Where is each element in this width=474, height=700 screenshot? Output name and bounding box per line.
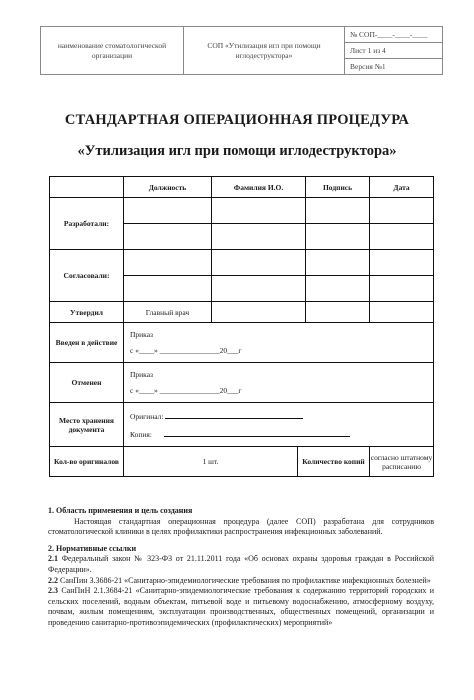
- table-row: [50, 403, 434, 447]
- order-label: Приказ: [130, 370, 154, 379]
- cancelled-order: [124, 363, 434, 403]
- original-label: Оригинал:: [130, 412, 164, 421]
- table-cell[interactable]: [124, 224, 212, 250]
- document-subtitle: «Утилизация игл при помощи иглодеструктора»: [77, 143, 397, 159]
- table-cell[interactable]: [212, 250, 306, 276]
- copy-label: Копия:: [130, 430, 152, 439]
- reference-text: Федеральный закон № 323-ФЗ от 21.11.2011 года «Об основах охраны здоровья граждан в Российской Федерации».: [48, 554, 435, 574]
- order-date[interactable]: с «____» ________________20___г: [130, 386, 242, 395]
- introduced-label: Введен в действие: [50, 323, 124, 363]
- document-body: [48, 506, 434, 629]
- reference-number: 2.3: [48, 586, 58, 596]
- reference-text: СанПиН 2.1.3684-21 «Санитарно-эпидемиологические требования к содержанию территорий городских и сельских поселений, водным объектам, питьевой воде и питьевому водоснабжению, атмосферному воздуху, почвам, жилым помещениям, эксплуатации производственных, общественных помещений, организации и проведению санитарно-противоэпидемических (профилактических) мероприятий»: [48, 586, 434, 627]
- table-cell[interactable]: [370, 198, 434, 224]
- table-cell[interactable]: [370, 276, 434, 302]
- sop-number: № СОП-____-____-____: [345, 27, 443, 43]
- section-1-title: 1. Область применения и цель создания: [48, 506, 193, 515]
- table-cell[interactable]: [212, 276, 306, 302]
- copy-field[interactable]: [164, 428, 350, 437]
- agreed-label: Согласовали:: [50, 250, 124, 302]
- table-cell[interactable]: [370, 250, 434, 276]
- originals-count-label: Кол-во оригиналов: [50, 447, 124, 477]
- table-row: [50, 447, 434, 477]
- approval-table: [49, 176, 434, 477]
- table-cell[interactable]: [306, 224, 370, 250]
- section-1-text: Настоящая стандартная операционная процедура (далее СОП) разработана для сотрудников стоматологической клиники в целях профилактики распространения инфекционных заболеваний.: [48, 516, 434, 537]
- table-cell[interactable]: [212, 224, 306, 250]
- copies-count-label: Количество копий: [298, 447, 370, 477]
- column-header-position: Должность: [124, 177, 212, 198]
- table-row: [50, 363, 434, 403]
- table-cell[interactable]: [306, 198, 370, 224]
- table-cell[interactable]: [306, 250, 370, 276]
- developed-label: Разработали:: [50, 198, 124, 250]
- reference-item: [48, 586, 434, 628]
- table-row: [50, 250, 434, 276]
- order-date[interactable]: с «____» ________________20___г: [130, 346, 242, 355]
- reference-number: 2.2: [48, 575, 58, 585]
- column-header-date: Дата: [370, 177, 434, 198]
- original-field[interactable]: [165, 410, 303, 419]
- table-cell[interactable]: [124, 276, 212, 302]
- table-cell[interactable]: [370, 224, 434, 250]
- section-2-title: 2. Нормативные ссылки: [48, 543, 137, 553]
- cancelled-label: Отменен: [50, 363, 124, 403]
- column-header-signature: Подпись: [306, 177, 370, 198]
- column-header-name: Фамилия И.О.: [212, 177, 306, 198]
- introduced-order: [124, 323, 434, 363]
- storage-cell: [124, 403, 434, 447]
- sop-title-cell: [184, 27, 345, 75]
- version-number: Версия №1: [345, 59, 443, 75]
- copies-note: согласно штатному расписанию: [370, 447, 434, 477]
- sop-title: СОП «Утилизация игл при помощи иглодеструктора»: [207, 40, 321, 60]
- table-row: [50, 323, 434, 363]
- table-cell[interactable]: [212, 198, 306, 224]
- reference-text: СанПин 3.3686-21 «Санитарно-эпидемиологические требования по профилактике инфекционных болезней»: [60, 575, 431, 585]
- table-cell[interactable]: [212, 302, 306, 323]
- document-header: [40, 26, 443, 75]
- table-header-row: [50, 177, 434, 198]
- reference-number: 2.1: [48, 554, 58, 564]
- reference-item: [48, 576, 434, 587]
- table-cell[interactable]: [124, 250, 212, 276]
- table-cell[interactable]: [306, 276, 370, 302]
- order-label: Приказ: [130, 330, 154, 339]
- org-name-cell: [41, 27, 184, 75]
- storage-label: Место хранения документа: [50, 403, 124, 447]
- table-row: [50, 302, 434, 323]
- table-cell[interactable]: [124, 198, 212, 224]
- table-cell[interactable]: [306, 302, 370, 323]
- originals-count: 1 шт.: [124, 447, 298, 477]
- empty-header-cell: [50, 177, 124, 198]
- table-cell[interactable]: [370, 302, 434, 323]
- approved-label: Утвердил: [50, 302, 124, 323]
- sheet-number: Лист 1 из 4: [345, 43, 443, 59]
- org-name: наименование стоматологической организации: [57, 40, 167, 60]
- reference-item: [48, 554, 434, 575]
- table-row: [50, 198, 434, 224]
- document-title: СТАНДАРТНАЯ ОПЕРАЦИОННАЯ ПРОЦЕДУРА: [64, 112, 410, 128]
- approved-position: Главный врач: [124, 302, 212, 323]
